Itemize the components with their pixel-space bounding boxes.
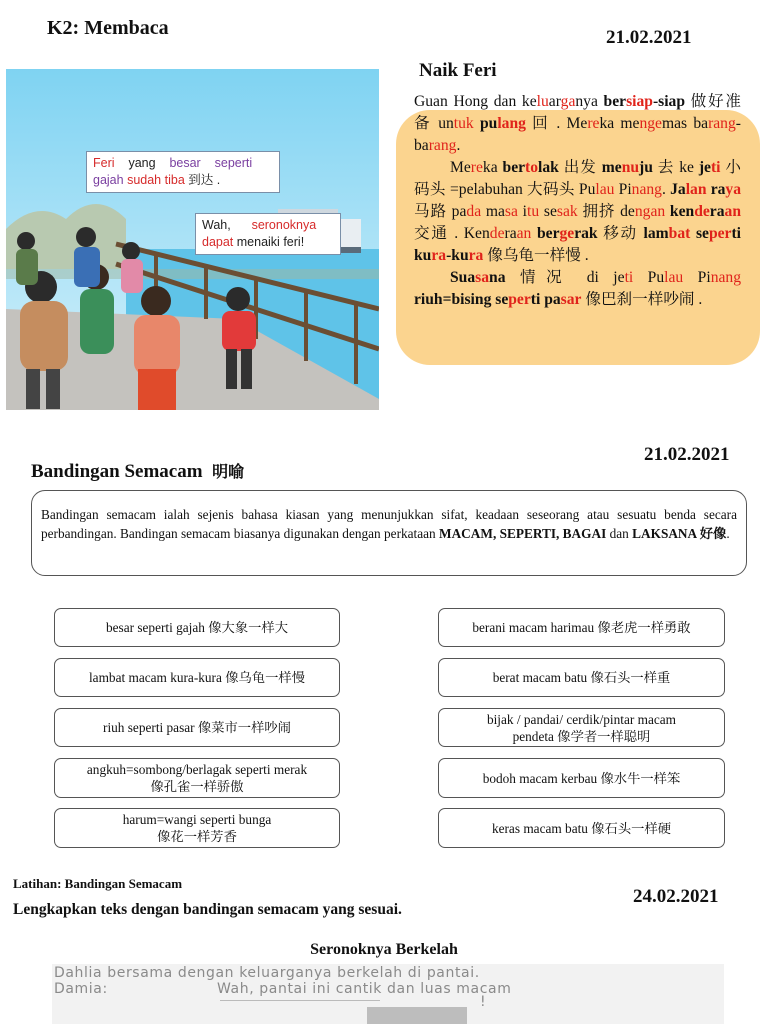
passage-run: ti (710, 159, 721, 176)
passage-run: ya (725, 181, 742, 198)
simile-card (438, 658, 725, 697)
bubble1-word: besar (169, 156, 201, 170)
passage-run: ken (669, 203, 695, 220)
passage-run: . (661, 181, 671, 198)
exercise-line-2-speaker: Damia: (54, 981, 108, 997)
exercise-instruction: Lengkapkan teks dengan bandingan semacam yang sesuai. (13, 901, 402, 918)
exercise-story-title: Seronoknya Berkelah (310, 941, 458, 958)
definition-keywords: MACAM, SEPERTI, BAGAI (439, 526, 607, 541)
simile-card-text (89, 669, 305, 686)
passage-run: riuh=bising se (414, 291, 509, 308)
simile-card (54, 758, 340, 798)
passage-run: 去 ke (652, 159, 699, 176)
passage-run: Pi (683, 269, 711, 286)
passage-run: ra (710, 181, 726, 198)
passage-run: ra (468, 247, 484, 264)
passage-paragraph-2 (414, 157, 741, 267)
exercise-line-2-text: Wah, pantai ini cantik dan luas macam (217, 981, 512, 997)
reading-passage (414, 91, 741, 311)
simile-card-line: angkuh=sombong/berlagak seperti merak (86, 762, 308, 777)
passage-run: ma (481, 203, 505, 220)
passage-run: siap (626, 93, 653, 110)
passage-run: an (724, 203, 741, 220)
passage-run: ku (414, 247, 432, 264)
passage-run: me (601, 159, 622, 176)
page-title: K2: Membaca (47, 17, 169, 39)
bubble1-word: seperti (214, 156, 253, 170)
passage-run: an (516, 225, 532, 242)
simile-card-text (106, 619, 288, 636)
passage-run: per (508, 291, 531, 308)
bubble2-word: menaiki (236, 235, 280, 249)
section-title-chinese: 明喻 (212, 464, 245, 481)
passage-run: se (539, 203, 557, 220)
blank-line (220, 1000, 380, 1001)
passage-run: 交通 . Ken (414, 225, 490, 242)
passage-run: mas ba (661, 115, 709, 132)
passage-run: na (489, 269, 506, 286)
bubble1-word: 到达 (188, 173, 214, 187)
passage-run: i (517, 203, 528, 220)
definition-text-and: dan (606, 526, 633, 541)
passage-run: nya (575, 93, 604, 110)
passage-paragraph-1 (414, 91, 741, 157)
passage-run: 小码头 =pelabuhan 大码头 Pu (414, 159, 741, 198)
passage-run: nge (639, 115, 662, 132)
simile-card-line: pendeta 像学者一样聪明 (512, 728, 651, 744)
passage-run: lan (685, 181, 707, 198)
exercise-line-3: ! (480, 994, 487, 1010)
exercise-text-image (52, 964, 724, 1024)
simile-card-text (483, 770, 681, 787)
speech-bubble-1 (86, 151, 280, 193)
passage-run: ra (504, 225, 517, 242)
passage-run: pu (479, 115, 498, 132)
passage-run: tu (527, 203, 540, 220)
definition-text: Bandingan semacam ialah sejenis bahasa kiasan yang menunjukkan sifat, keadaan seseorang atau sesuatu benda secara perbandingan. Bandingan semacam biasanya digunakan dengan perkataan (41, 507, 737, 541)
passage-run: lau (595, 181, 615, 198)
passage-run: 像巴刹一样吵闹 . (581, 291, 703, 308)
simile-card (438, 808, 725, 848)
exercise-label: Latihan: Bandingan Semacam (13, 876, 183, 891)
passage-run: lang (497, 115, 526, 132)
passage-run: 情况 di je (505, 269, 625, 286)
passage-run: ar (548, 93, 561, 110)
passage-run: da (466, 203, 482, 220)
passage-run: ka me (599, 115, 640, 132)
bubble2-word: seronoknya (251, 218, 317, 232)
passage-run: 马路 pa (414, 203, 467, 220)
simile-card-line: bijak / pandai/ cerdik/pintar macam (486, 711, 677, 727)
passage-run: 回 . Me (525, 115, 588, 132)
passage-run: ber (603, 93, 627, 110)
passage-run: Pi (614, 181, 632, 198)
passage-run: -ba (414, 115, 741, 154)
passage-run: se (695, 225, 709, 242)
passage-run: per (708, 225, 732, 242)
simile-card-text (87, 761, 307, 795)
passage-run: 拥挤 de (577, 203, 635, 220)
passage-run: ra (709, 203, 725, 220)
passage-run: tuk (453, 115, 474, 132)
passage-run: ber (502, 159, 526, 176)
bubble1-word: gajah (93, 173, 124, 187)
simile-card-text (103, 719, 291, 736)
passage-run: rang (708, 115, 736, 132)
passage-run: sa (475, 269, 490, 286)
passage-run: to (525, 159, 539, 176)
passage-run: sak (556, 203, 578, 220)
passage-run: ge (559, 225, 575, 242)
definition-chinese: 好像 (696, 526, 727, 541)
passage-run: -siap (652, 93, 686, 110)
passage-run: de (489, 225, 505, 242)
simile-card-text (487, 711, 676, 745)
simile-card (54, 808, 340, 848)
passage-run: bat (668, 225, 691, 242)
simile-card-line: 像花一样芳香 (157, 829, 237, 844)
passage-run: re (587, 115, 600, 132)
bubble2-word: dapat (202, 235, 234, 249)
date-section2: 21.02.2021 (644, 444, 730, 465)
simile-card-line: berani macam harimau 像老虎一样勇敢 (472, 620, 691, 635)
section-title (31, 459, 244, 483)
simile-card-line: bodoh macam kerbau 像水牛一样笨 (482, 770, 681, 786)
passage-run: Ja (670, 181, 686, 198)
simile-card-line: riuh seperti pasar 像菜市一样吵闹 (103, 720, 291, 735)
passage-run: ti (624, 269, 634, 286)
passage-run: ti (731, 225, 741, 242)
bubble1-word: Feri (93, 156, 115, 170)
passage-run: lu (536, 93, 549, 110)
passage-run: un (438, 115, 454, 132)
bubble2-word: Wah, (202, 218, 231, 232)
speech-bubble-2 (195, 213, 341, 255)
passage-run: 像乌龟一样慢 . (483, 247, 589, 264)
passage-run: Guan Hong dan ke (414, 93, 537, 110)
passage-run: 移动 (597, 225, 644, 242)
passage-run: ti pa (530, 291, 561, 308)
passage-run: Me (450, 159, 471, 176)
bubble2-word: feri! (283, 235, 305, 249)
passage-run: 做好准备 (414, 93, 741, 132)
passage-run: ngan (634, 203, 666, 220)
simile-card-line: berat macam batu 像石头一样重 (492, 670, 671, 685)
passage-run: -ku (446, 247, 469, 264)
definition-keyword-laksana: LAKSANA (632, 526, 697, 541)
bubble1-word: sudah (127, 173, 162, 187)
passage-run: ka (482, 159, 503, 176)
simile-card-line: besar seperti gajah 像大象一样大 (105, 620, 289, 635)
passage-paragraph-3 (414, 267, 741, 311)
answer-blank-box[interactable] (367, 1007, 467, 1024)
exercise-line-1: Dahlia bersama dengan keluarganya berkelah di pantai. (54, 965, 480, 981)
date-top: 21.02.2021 (606, 27, 692, 48)
passage-run: sa (504, 203, 518, 220)
simile-card (54, 708, 340, 747)
passage-run: rak (574, 225, 598, 242)
passage-run: de (694, 203, 710, 220)
passage-run: nang (710, 269, 741, 286)
simile-card-text (492, 820, 671, 837)
definition-box (31, 490, 747, 576)
passage-title: Naik Feri (419, 60, 497, 81)
simile-card (54, 658, 340, 697)
passage-run: sar (560, 291, 582, 308)
simile-card-line: harum=wangi seperti bunga (122, 812, 272, 827)
simile-card (438, 708, 725, 747)
simile-card (54, 608, 340, 647)
definition-end: . (726, 526, 730, 541)
simile-card-line: keras macam batu 像石头一样硬 (491, 820, 672, 836)
simile-card-text (493, 669, 671, 686)
simile-card (438, 758, 725, 798)
passage-run: nu (621, 159, 640, 176)
simile-card-text (472, 619, 690, 636)
passage-run: ga (560, 93, 576, 110)
ferry-illustration (6, 69, 379, 410)
section-title-text: Bandingan Semacam (31, 461, 203, 482)
passage-run: rang (428, 137, 457, 154)
passage-run: ju (639, 159, 653, 176)
passage-run: re (470, 159, 483, 176)
passage-run: lau (664, 269, 684, 286)
simile-card-line: 像孔雀一样骄傲 (150, 779, 244, 794)
bubble1-word: . (216, 173, 221, 187)
bubble1-word: yang (128, 156, 156, 170)
bubble1-word: tiba (164, 173, 185, 187)
passage-run: je (698, 159, 711, 176)
passage-run: Sua (450, 269, 476, 286)
passage-run: 出发 (558, 159, 602, 176)
passage-run: ra (431, 247, 447, 264)
date-exercise: 24.02.2021 (633, 886, 719, 907)
passage-run: nang (631, 181, 662, 198)
simile-card (438, 608, 725, 647)
passage-run: . (456, 137, 461, 154)
passage-run: lak (538, 159, 559, 176)
passage-run: Pu (633, 269, 665, 286)
simile-card-line: lambat macam kura-kura 像乌龟一样慢 (88, 670, 305, 685)
passage-run: lam (643, 225, 669, 242)
passage-run: ber (536, 225, 560, 242)
simile-card-text (123, 811, 272, 845)
